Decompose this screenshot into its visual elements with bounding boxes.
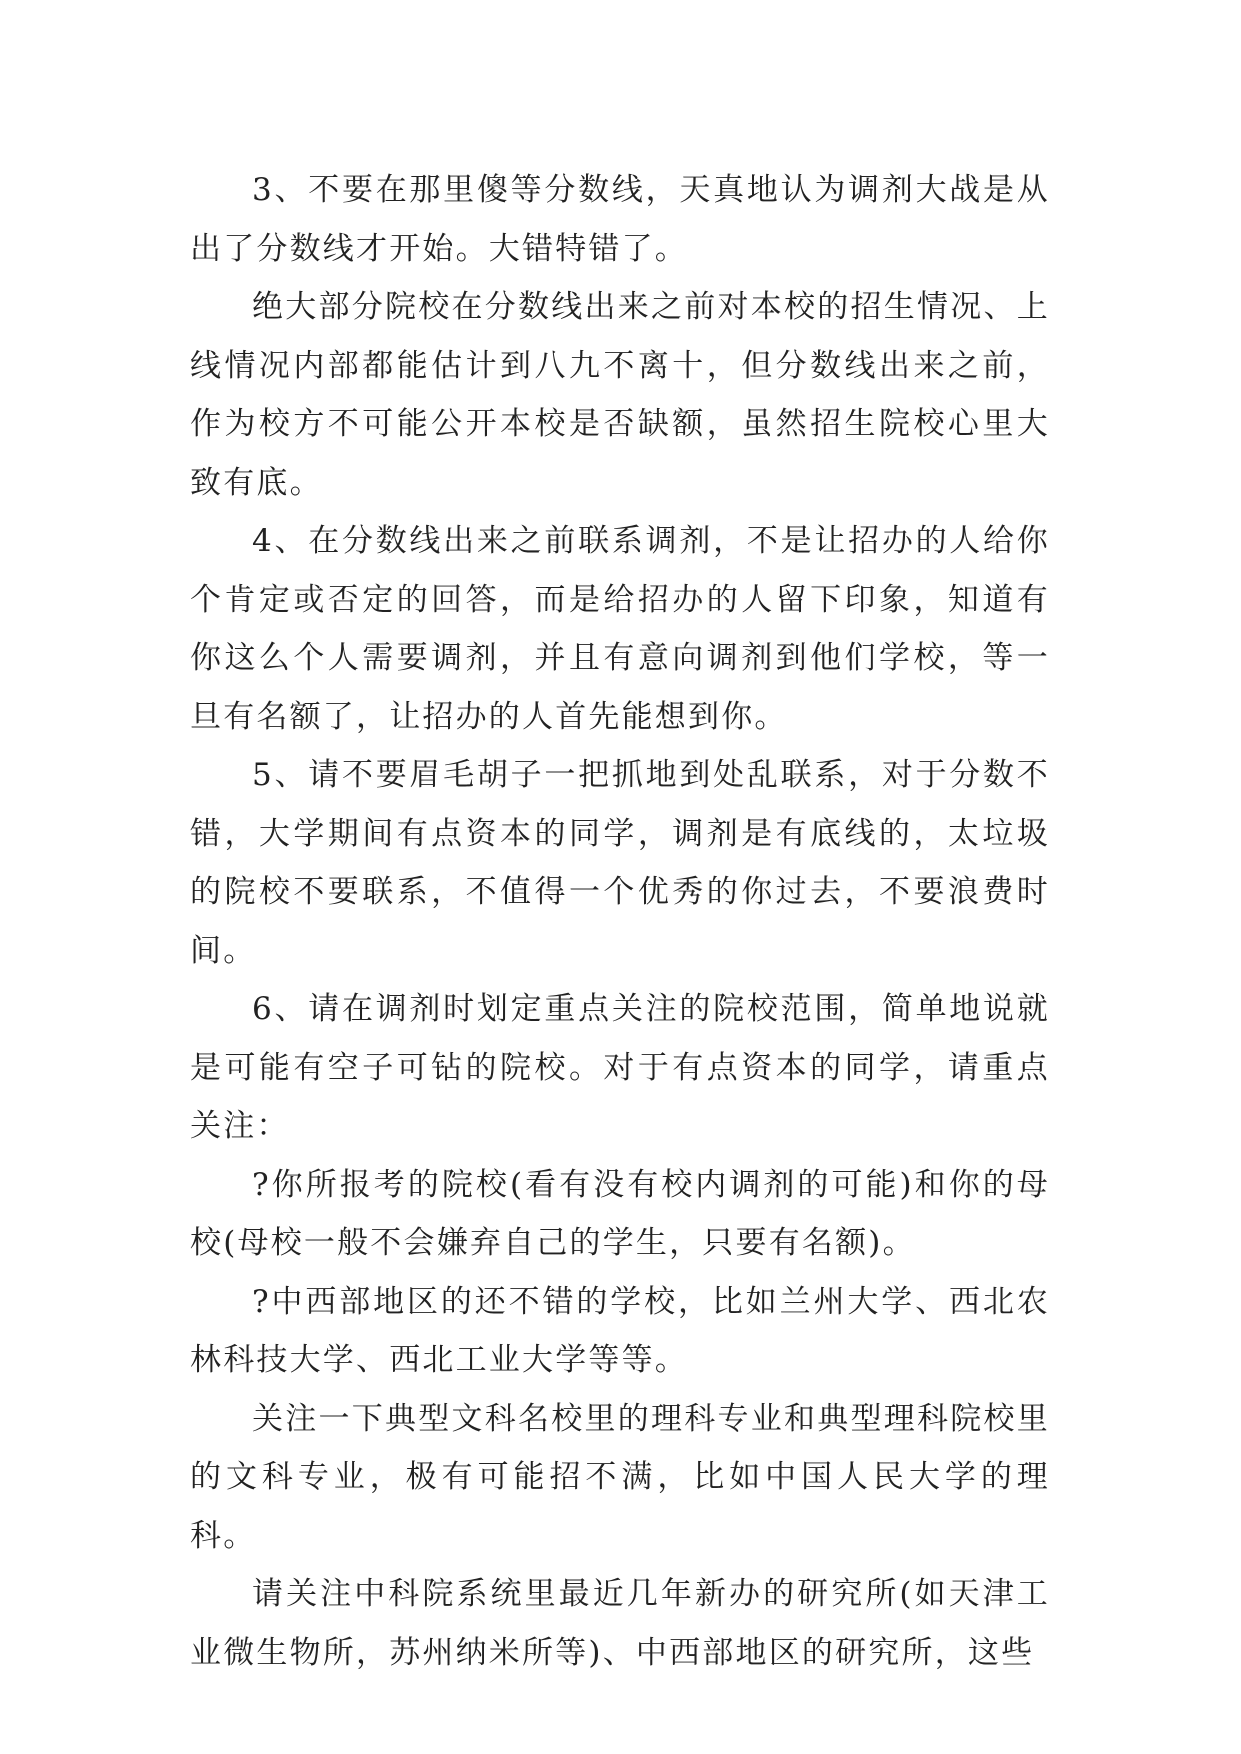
paragraph-bullet-own-school: ?你所报考的院校(看有没有校内调剂的可能)和你的母校(母校一般不会嫌弃自己的学生，只要有名额)。 xyxy=(190,1166,1050,1261)
paragraph-school-estimates: 绝大部分院校在分数线出来之前对本校的招生情况、上线情况内部都能估计到八九不离十，但分数线出来之前，作为校方不可能公开本校是否缺额，虽然招生院校心里大致有底。 xyxy=(190,289,1050,501)
paragraph-cross-discipline: 关注一下典型文科名校里的理科专业和典型理科院校里的文科专业，极有可能招不满，比如中国人民大学的理科。 xyxy=(190,1400,1050,1554)
paragraph-4-contact-early: 4、在分数线出来之前联系调剂，不是让招办的人给你个肯定或否定的回答，而是给招办的人留下印象，知道有你这么个人需要调剂，并且有意向调剂到他们学校，等一旦有名额了，让招办的人首先能想到你。 xyxy=(190,523,1050,735)
paragraph-3-score-line: 3、不要在那里傻等分数线，天真地认为调剂大战是从出了分数线才开始。大错特错了。 xyxy=(190,172,1050,267)
document-body xyxy=(190,161,1050,1682)
paragraph-bullet-western-schools: ?中西部地区的还不错的学校，比如兰州大学、西北农林科技大学、西北工业大学等等。 xyxy=(190,1283,1050,1378)
paragraph-cas-institutes: 请关注中科院系统里最近几年新办的研究所(如天津工业微生物所，苏州纳米所等)、中西部地区的研究所，这些 xyxy=(190,1576,1050,1671)
paragraph-6-focus-range: 6、请在调剂时划定重点关注的院校范围，简单地说就是可能有空子可钻的院校。对于有点资本的同学，请重点关注： xyxy=(190,991,1050,1144)
paragraph-5-no-random-contact: 5、请不要眉毛胡子一把抓地到处乱联系，对于分数不错，大学期间有点资本的同学，调剂是有底线的，太垃圾的院校不要联系，不值得一个优秀的你过去，不要浪费时间。 xyxy=(190,757,1050,969)
